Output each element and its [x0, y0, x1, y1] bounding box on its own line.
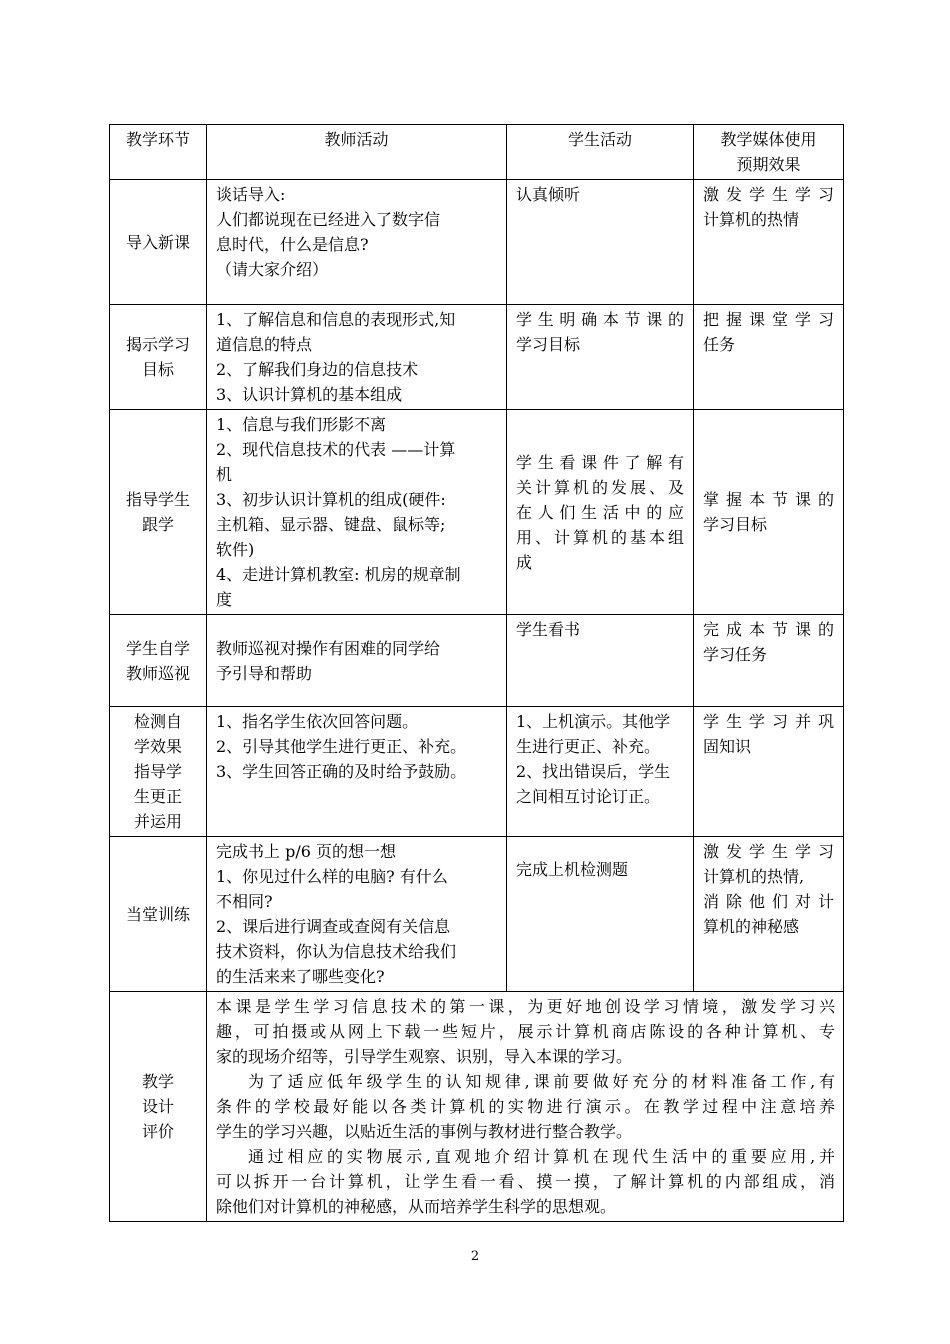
teacher-activity-cell	[207, 837, 507, 992]
text-line: 为了适应低年级学生的认知规律,课前要做好充分的材料准备工作,有	[248, 1072, 835, 1091]
stage-label: 跟学	[141, 515, 174, 534]
stage-label: 评价	[141, 1122, 174, 1141]
text-line: 软件)	[216, 540, 255, 559]
media-effect-cell	[694, 305, 844, 410]
media-effect-cell	[694, 707, 844, 837]
media-effect-cell	[694, 837, 844, 992]
table-row	[110, 615, 844, 707]
header-media-effect	[694, 125, 844, 180]
text-line: 学生看课件了解有	[516, 452, 684, 472]
text-line: 1、上机演示。其他学	[516, 712, 671, 731]
text-line: 把握课堂学习	[703, 310, 834, 329]
stage-label: 教学	[141, 1072, 174, 1091]
text-line: 除他们对计算机的神秘感，从而培养学生科学的思想观。	[216, 1197, 617, 1216]
text-line: 完成书上 p/6 页的想一想	[216, 842, 396, 861]
text-line: 不相同?	[216, 892, 273, 911]
text-line: 计算机的热情,	[703, 867, 805, 886]
student-activity-cell	[507, 410, 694, 615]
stage-cell	[110, 992, 207, 1222]
teacher-activity-cell	[207, 410, 507, 615]
media-effect-cell	[694, 615, 844, 707]
stage-label: 检测自	[133, 712, 182, 731]
text-line: 技术资料，你认为信息技术给我们	[216, 942, 457, 961]
text-line: 算机的神秘感	[703, 917, 800, 936]
text-line: 息时代，什么是信息?	[216, 235, 369, 254]
text-line: （请大家介绍）	[216, 260, 329, 279]
text-line: 学习目标	[516, 335, 581, 354]
header-student-activity: 学生活动	[507, 125, 694, 180]
stage-cell	[110, 180, 207, 305]
text-line: 认真倾听	[516, 185, 581, 204]
stage-label: 并运用	[133, 812, 182, 831]
text-line: 学习目标	[703, 515, 768, 534]
text-line: 学生学习并巩	[703, 712, 834, 731]
text-line: 任务	[703, 335, 736, 354]
text-line: 3、初步认识计算机的组成(硬件:	[216, 490, 446, 509]
design-paragraph	[216, 1144, 835, 1219]
stage-cell	[110, 837, 207, 992]
lesson-plan-table	[109, 124, 844, 1222]
media-effect-cell	[694, 410, 844, 615]
table-row	[110, 707, 844, 837]
stage-label: 教师巡视	[125, 663, 190, 683]
text-line: 人们都说现在已经进入了数字信	[216, 210, 441, 229]
text-line: 可以拆开一台计算机，让学生看一看、摸一摸，了解计算机的内部组成，消	[216, 1172, 835, 1191]
text-line: 4、走进计算机教室: 机房的规章制	[216, 565, 461, 584]
text-line: 2、引导其他学生进行更正、补充。	[216, 737, 467, 756]
text-line: 关计算机的发展、及	[516, 477, 684, 497]
table-row	[110, 180, 844, 305]
text-line: 1、指名学生依次回答问题。	[216, 712, 419, 731]
stage-label: 揭示学习	[125, 335, 190, 354]
text-line: 的生活来来了哪些变化?	[216, 967, 385, 986]
table-row	[110, 305, 844, 410]
text-line: 1、你见过什么样的电脑? 有什么	[216, 867, 448, 886]
design-evaluation-text	[207, 992, 844, 1222]
text-line: 学生看书	[516, 620, 581, 639]
text-line: 完成上机检测题	[516, 860, 629, 879]
text-line: 谈话导入:	[216, 185, 286, 204]
text-line: 趣，可拍摄或从网上下载一些短片，展示计算机商店陈设的各种计算机、专	[216, 1022, 835, 1041]
stage-cell	[110, 410, 207, 615]
stage-cell	[110, 707, 207, 837]
text-line: 成	[516, 552, 533, 572]
stage-label: 指导学生	[125, 490, 190, 509]
header-media-line: 预期效果	[736, 155, 801, 174]
text-line: 之间相互讨论订正。	[516, 787, 661, 806]
text-line: 学习任务	[703, 645, 768, 664]
page-number: 2	[470, 1249, 480, 1264]
text-line: 机	[216, 465, 233, 484]
text-line: 2、课后进行调查或查阅有关信息	[216, 917, 451, 936]
text-line: 2、现代信息技术的代表 ——计算	[216, 440, 456, 459]
media-effect-cell	[694, 180, 844, 305]
text-line: 条件的学校最好能以各类计算机的实物进行演示。在教学过程中注意培养	[216, 1097, 835, 1116]
design-evaluation-row	[110, 992, 844, 1222]
student-activity-cell	[507, 180, 694, 305]
stage-label: 当堂训练	[125, 904, 190, 924]
text-line: 1、了解信息和信息的表现形式,知	[216, 310, 456, 329]
text-line: 1、信息与我们形影不离	[216, 415, 387, 434]
text-line: 消除他们对计	[703, 892, 834, 911]
header-teacher-activity: 教师活动	[207, 125, 507, 180]
stage-label: 生更正	[133, 787, 182, 806]
text-line: 学生明确本节课的	[516, 310, 684, 329]
text-line: 计算机的热情	[703, 210, 800, 229]
text-line: 激发学生学习	[703, 842, 834, 861]
student-activity-cell	[507, 305, 694, 410]
stage-cell	[110, 615, 207, 707]
teacher-activity-cell	[207, 180, 507, 305]
student-activity-cell	[507, 707, 694, 837]
text-line: 在人们生活中的应	[516, 502, 684, 522]
text-line: 3、学生回答正确的及时给予鼓励。	[216, 762, 467, 781]
teacher-activity-cell	[207, 305, 507, 410]
text-line: 道信息的特点	[216, 335, 313, 354]
text-line: 完成本节课的	[703, 620, 834, 639]
stage-label: 学生自学	[125, 638, 190, 658]
text-line: 用、计算机的基本组	[516, 527, 684, 547]
stage-label: 目标	[141, 360, 174, 379]
table-row	[110, 410, 844, 615]
text-line: 度	[216, 590, 233, 609]
text-line: 通过相应的实物展示,直观地介绍计算机在现代生活中的重要应用,并	[248, 1147, 835, 1166]
teacher-activity-cell	[207, 707, 507, 837]
design-paragraph	[216, 1069, 835, 1144]
teacher-activity-cell	[207, 615, 507, 707]
text-line: 学生的学习兴趣，以贴近生活的事例与教材进行整合教学。	[216, 1122, 633, 1141]
stage-label: 导入新课	[125, 232, 190, 252]
stage-label: 设计	[141, 1097, 174, 1116]
header-stage: 教学环节	[110, 125, 207, 180]
student-activity-cell	[507, 837, 694, 992]
stage-label: 学效果	[133, 737, 182, 756]
text-line: 教师巡视对操作有困难的同学给	[216, 638, 441, 658]
header-media-line: 教学媒体使用	[720, 130, 817, 149]
text-line: 2、了解我们身边的信息技术	[216, 360, 419, 379]
text-line: 2、找出错误后，学生	[516, 762, 671, 781]
text-line: 予引导和帮助	[216, 663, 313, 683]
text-line: 激发学生学习	[703, 185, 834, 204]
design-paragraph	[216, 994, 835, 1069]
text-line: 家的现场介绍等，引导学生观察、识别，导入本课的学习。	[216, 1047, 633, 1066]
text-line: 主机箱、显示器、键盘、鼠标等;	[216, 515, 446, 534]
text-line: 生进行更正、补充。	[516, 737, 661, 756]
stage-label: 指导学	[133, 762, 182, 781]
student-activity-cell	[507, 615, 694, 707]
header-row	[110, 125, 844, 180]
text-line: 本课是学生学习信息技术的第一课，为更好地创设学习情境，激发学习兴	[216, 997, 835, 1016]
text-line: 固知识	[703, 737, 752, 756]
table-row	[110, 837, 844, 992]
text-line: 掌握本节课的	[703, 490, 834, 509]
stage-cell	[110, 305, 207, 410]
text-line: 3、认识计算机的基本组成	[216, 385, 403, 404]
